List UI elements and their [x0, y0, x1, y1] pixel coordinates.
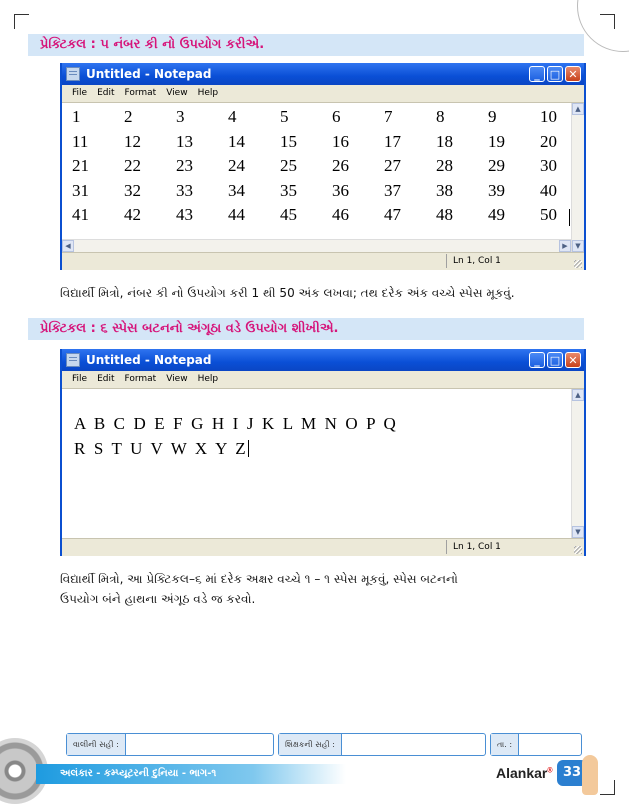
alphabet-line-2: R S T U V W X Y Z	[74, 439, 246, 458]
number-cell: 41	[72, 205, 89, 225]
number-cell: 47	[384, 205, 401, 225]
scroll-right-icon[interactable]: ▶	[559, 240, 571, 252]
number-cell: 25	[280, 156, 297, 176]
number-cell: 23	[176, 156, 193, 176]
number-cell: 20	[540, 131, 557, 151]
resize-grip-icon[interactable]	[574, 260, 582, 268]
number-cell: 24	[228, 156, 245, 176]
number-cell: 49	[488, 205, 505, 225]
corner-decoration	[577, 0, 629, 52]
menu-bar	[62, 85, 584, 103]
menu-help[interactable]: Help	[197, 374, 219, 384]
number-cell: 34	[228, 180, 245, 200]
text-caret	[248, 440, 249, 457]
notepad-app-icon	[66, 67, 80, 81]
number-cell: 21	[72, 156, 89, 176]
menu-help[interactable]: Help	[197, 88, 219, 98]
practical6-description-line1: વિદ્યાર્થી મિત્રો, આ પ્રેક્ટિકલ–૬ માં દરેક અક્ષર વચ્ચે ૧ – ૧ સ્પેસ મૂકવું, સ્પેસ બટનનો	[60, 572, 458, 586]
alphabet-line-1: A B C D E F G H I J K L M N O P Q	[74, 414, 396, 433]
number-grid	[72, 107, 592, 230]
practical6-description-line2: ઉપયોગ બંને હાથના અંગૂઠ વડે જ કરવો.	[60, 592, 256, 606]
menu-format[interactable]: Format	[124, 88, 157, 98]
number-cell: 33	[176, 180, 193, 200]
menu-view[interactable]: View	[166, 88, 188, 98]
window-title: Untitled - Notepad	[86, 353, 212, 367]
number-cell: 31	[72, 180, 89, 200]
teacher-signature-field[interactable]	[342, 734, 485, 755]
date-box	[490, 733, 582, 756]
menu-format[interactable]: Format	[124, 374, 157, 384]
number-cell: 11	[72, 131, 89, 151]
cursor-position: Ln 1, Col 1	[446, 254, 501, 268]
date-field[interactable]	[519, 734, 581, 755]
practical6-heading: પ્રેક્ટિકલ : ૬ સ્પેસ બટનનો અંગૂઠા વડે ઉપયોગ શીખીએ.	[28, 318, 584, 340]
number-cell: 18	[436, 131, 453, 151]
number-cell: 46	[332, 205, 349, 225]
number-cell: 50	[540, 205, 557, 225]
number-cell: 36	[332, 180, 349, 200]
number-cell: 45	[280, 205, 297, 225]
close-button[interactable]: ✕	[565, 66, 581, 82]
parent-signature-field[interactable]	[126, 734, 273, 755]
signature-bar	[66, 733, 582, 756]
number-cell: 35	[280, 180, 297, 200]
number-cell: 9	[488, 107, 497, 126]
number-cell: 16	[332, 131, 349, 151]
vertical-scrollbar[interactable]	[571, 389, 584, 538]
scroll-left-icon[interactable]: ◀	[62, 240, 74, 252]
menu-edit[interactable]: Edit	[97, 374, 115, 384]
window-title: Untitled - Notepad	[86, 67, 212, 81]
alphabet-text	[74, 411, 396, 461]
menu-edit[interactable]: Edit	[97, 88, 115, 98]
hand-pointer-icon	[582, 755, 598, 795]
number-cell: 5	[280, 107, 289, 126]
brand-logo: Alankar®	[496, 765, 553, 781]
notepad-titlebar[interactable]	[62, 63, 584, 85]
number-cell: 12	[124, 131, 141, 151]
number-cell: 22	[124, 156, 141, 176]
minimize-button[interactable]: _	[529, 352, 545, 368]
minimize-button[interactable]: _	[529, 66, 545, 82]
number-cell: 40	[540, 180, 557, 200]
menu-file[interactable]: File	[72, 374, 88, 384]
number-cell: 26	[332, 156, 349, 176]
maximize-button[interactable]: □	[547, 352, 563, 368]
status-bar	[62, 538, 584, 556]
practical5-description: વિદ્યાર્થી મિત્રો, નંબર કી નો ઉપયોગ કરી 1 થી 50 અંક લખવા; તથ દરેક અંક વચ્ચે સ્પેસ મૂકવું.	[60, 286, 515, 300]
notepad-window-alphabet	[60, 349, 586, 556]
number-cell: 44	[228, 205, 245, 225]
crop-mark-bottom-right	[600, 780, 615, 795]
parent-signature-label: વાલીની સહી :	[67, 734, 126, 755]
number-cell: 10	[540, 107, 557, 126]
close-button[interactable]: ✕	[565, 352, 581, 368]
number-cell: 17	[384, 131, 401, 151]
parent-signature-box	[66, 733, 274, 756]
menu-bar	[62, 371, 584, 389]
page-number: 33	[557, 760, 587, 786]
number-cell: 30	[540, 156, 557, 176]
scroll-up-icon[interactable]: ▲	[572, 103, 584, 115]
scroll-up-icon[interactable]: ▲	[572, 389, 584, 401]
practical5-heading: પ્રેક્ટિકલ : ૫ નંબર કી નો ઉપયોગ કરીએ.	[28, 34, 584, 56]
text-caret	[569, 209, 570, 226]
notepad-text-area[interactable]	[62, 103, 584, 252]
number-cell: 32	[124, 180, 141, 200]
number-cell: 3	[176, 107, 185, 126]
number-cell: 43	[176, 205, 193, 225]
number-cell: 37	[384, 180, 401, 200]
number-cell: 38	[436, 180, 453, 200]
notepad-app-icon	[66, 353, 80, 367]
crop-mark-top-left	[14, 14, 29, 29]
number-cell: 15	[280, 131, 297, 151]
menu-view[interactable]: View	[166, 374, 188, 384]
number-cell: 4	[228, 107, 237, 126]
notepad-text-area[interactable]	[62, 389, 584, 538]
number-cell: 6	[332, 107, 341, 126]
teacher-signature-label: શિક્ષકની સહી :	[279, 734, 342, 755]
number-cell: 29	[488, 156, 505, 176]
number-cell: 2	[124, 107, 133, 126]
status-bar	[62, 252, 584, 270]
number-cell: 39	[488, 180, 505, 200]
number-cell: 19	[488, 131, 505, 151]
number-cell: 14	[228, 131, 245, 151]
date-label: તા. :	[491, 734, 519, 755]
number-cell: 27	[384, 156, 401, 176]
number-cell: 8	[436, 107, 445, 126]
cursor-position: Ln 1, Col 1	[446, 540, 501, 554]
notepad-window-numbers	[60, 63, 586, 270]
number-cell: 1	[72, 107, 81, 126]
maximize-button[interactable]: □	[547, 66, 563, 82]
resize-grip-icon[interactable]	[574, 546, 582, 554]
number-cell: 13	[176, 131, 193, 151]
notepad-titlebar[interactable]	[62, 349, 584, 371]
menu-file[interactable]: File	[72, 88, 88, 98]
number-cell: 48	[436, 205, 453, 225]
brand-name: Alankar	[496, 765, 548, 781]
horizontal-scrollbar[interactable]	[62, 239, 571, 252]
number-cell: 42	[124, 205, 141, 225]
scroll-down-icon[interactable]: ▼	[572, 240, 584, 252]
number-cell: 28	[436, 156, 453, 176]
teacher-signature-box	[278, 733, 486, 756]
series-title: અલંકાર - કમ્પ્યૂટરની દુનિયા - ભાગ-૧	[36, 764, 346, 784]
vertical-scrollbar[interactable]	[571, 103, 584, 252]
number-cell: 7	[384, 107, 393, 126]
scroll-down-icon[interactable]: ▼	[572, 526, 584, 538]
